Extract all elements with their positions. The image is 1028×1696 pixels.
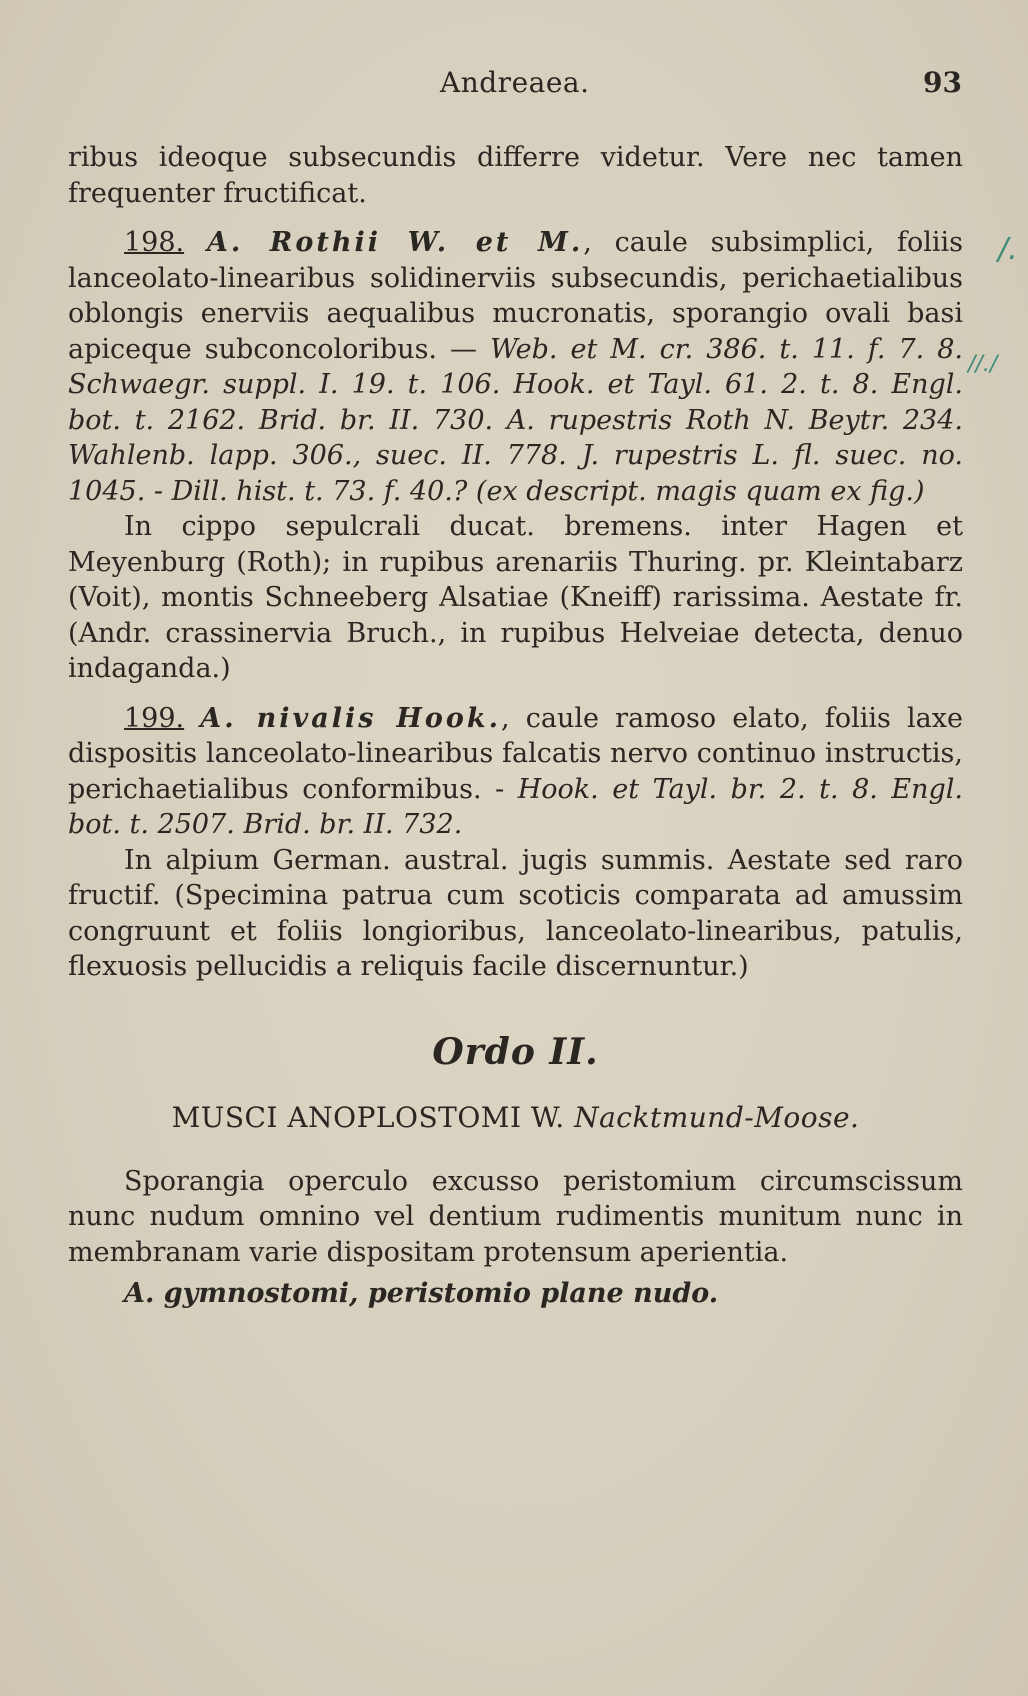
ordo-subdivision: A. gymnostomi, peristomio plane nudo.: [124, 1278, 719, 1309]
species-199-number: 199.: [124, 702, 185, 734]
ordo-heading: [68, 1100, 963, 1136]
ordo-title: Ordo II.: [432, 1030, 599, 1073]
species-199-diagnosis: , caule ramoso elato, foliis laxe dispositis lanceolato-linearibus falcatis nervo continuo instructis, perichaetialibus conformibus. -: [68, 702, 963, 805]
species-199-paragraph: [68, 701, 963, 843]
page-header: [0, 66, 1028, 106]
species-198-diagnosis: , caule subsimplici, foliis lanceolato-linearibus solidinerviis subsecundis, perichaetialibus oblongis enerviis aequalibus mucronatis, sporangio ovali basi apiceque subconcoloribus. —: [68, 227, 964, 365]
species-198-habitat: In cippo sepulcrali ducat. bremens. inter Hagen et Meyenburg (Roth); in rupibus arenariis Thuring. pr. Kleintabarz (Voit), montis Schneeberg Alsatiae (Kneiff) rarissima. Aestate fr. (Andr. crassinervia Bruch., in rupibus Helveiae detecta, denuo indaganda.): [68, 511, 963, 684]
species-199-name: A. nivalis Hook.: [200, 702, 502, 734]
species-198-number: 198.: [124, 227, 185, 258]
species-198-name: A. Rothii W. et M.: [206, 227, 584, 258]
species-198-references: Web. et M. cr. 386. t. 11. f. 7. 8. Schwaegr. suppl. I. 19. t. 106. Hook. et Tayl. 61. 2. t. 8. Engl. bot. t. 2162. Brid. br. II. 730. A. rupestris Roth N. Beytr. 234. Wahlenb. lapp. 306., suec. II. 778. J. rupestris L. fl. suec. no. 1045. - Dill. hist. t. 73. f. 40.? (ex descript. magis quam ex fig.): [68, 333, 963, 507]
intro-paragraph: ribus ideoque subsecundis differre videtur. Vere nec tamen frequenter fructificat.: [68, 142, 963, 209]
species-198-paragraph: [68, 225, 963, 509]
ordo-description: Sporangia operculo excusso peristomium circumscissum nunc nudum omnino vel dentium rudimentis munitum nunc in membranam varie dispositam protensum aperientia.: [68, 1165, 963, 1268]
page-number: 93: [923, 66, 962, 99]
ordo-heading-german: Nacktmund-Moose.: [574, 1101, 860, 1134]
margin-note-bottom: //./: [968, 352, 998, 377]
ordo-heading-caps: MUSCI ANOPLOSTOMI W.: [171, 1101, 565, 1134]
page-body: [68, 140, 963, 1312]
margin-note-top: /.: [998, 232, 1018, 267]
running-title: Andreaea.: [440, 66, 590, 99]
species-199-habitat: In alpium German. austral. jugis summis. Aestate sed raro fructif. (Specimina patrua cum scoticis comparata ad amussim congruunt et foliis longioribus, lanceolato-linearibus, patulis, flexuosis pellucidis a reliquis facile discernuntur.): [68, 844, 963, 982]
species-199-references: Hook. et Tayl. br. 2. t. 8. Engl. bot. t. 2507. Brid. br. II. 732.: [68, 773, 963, 840]
